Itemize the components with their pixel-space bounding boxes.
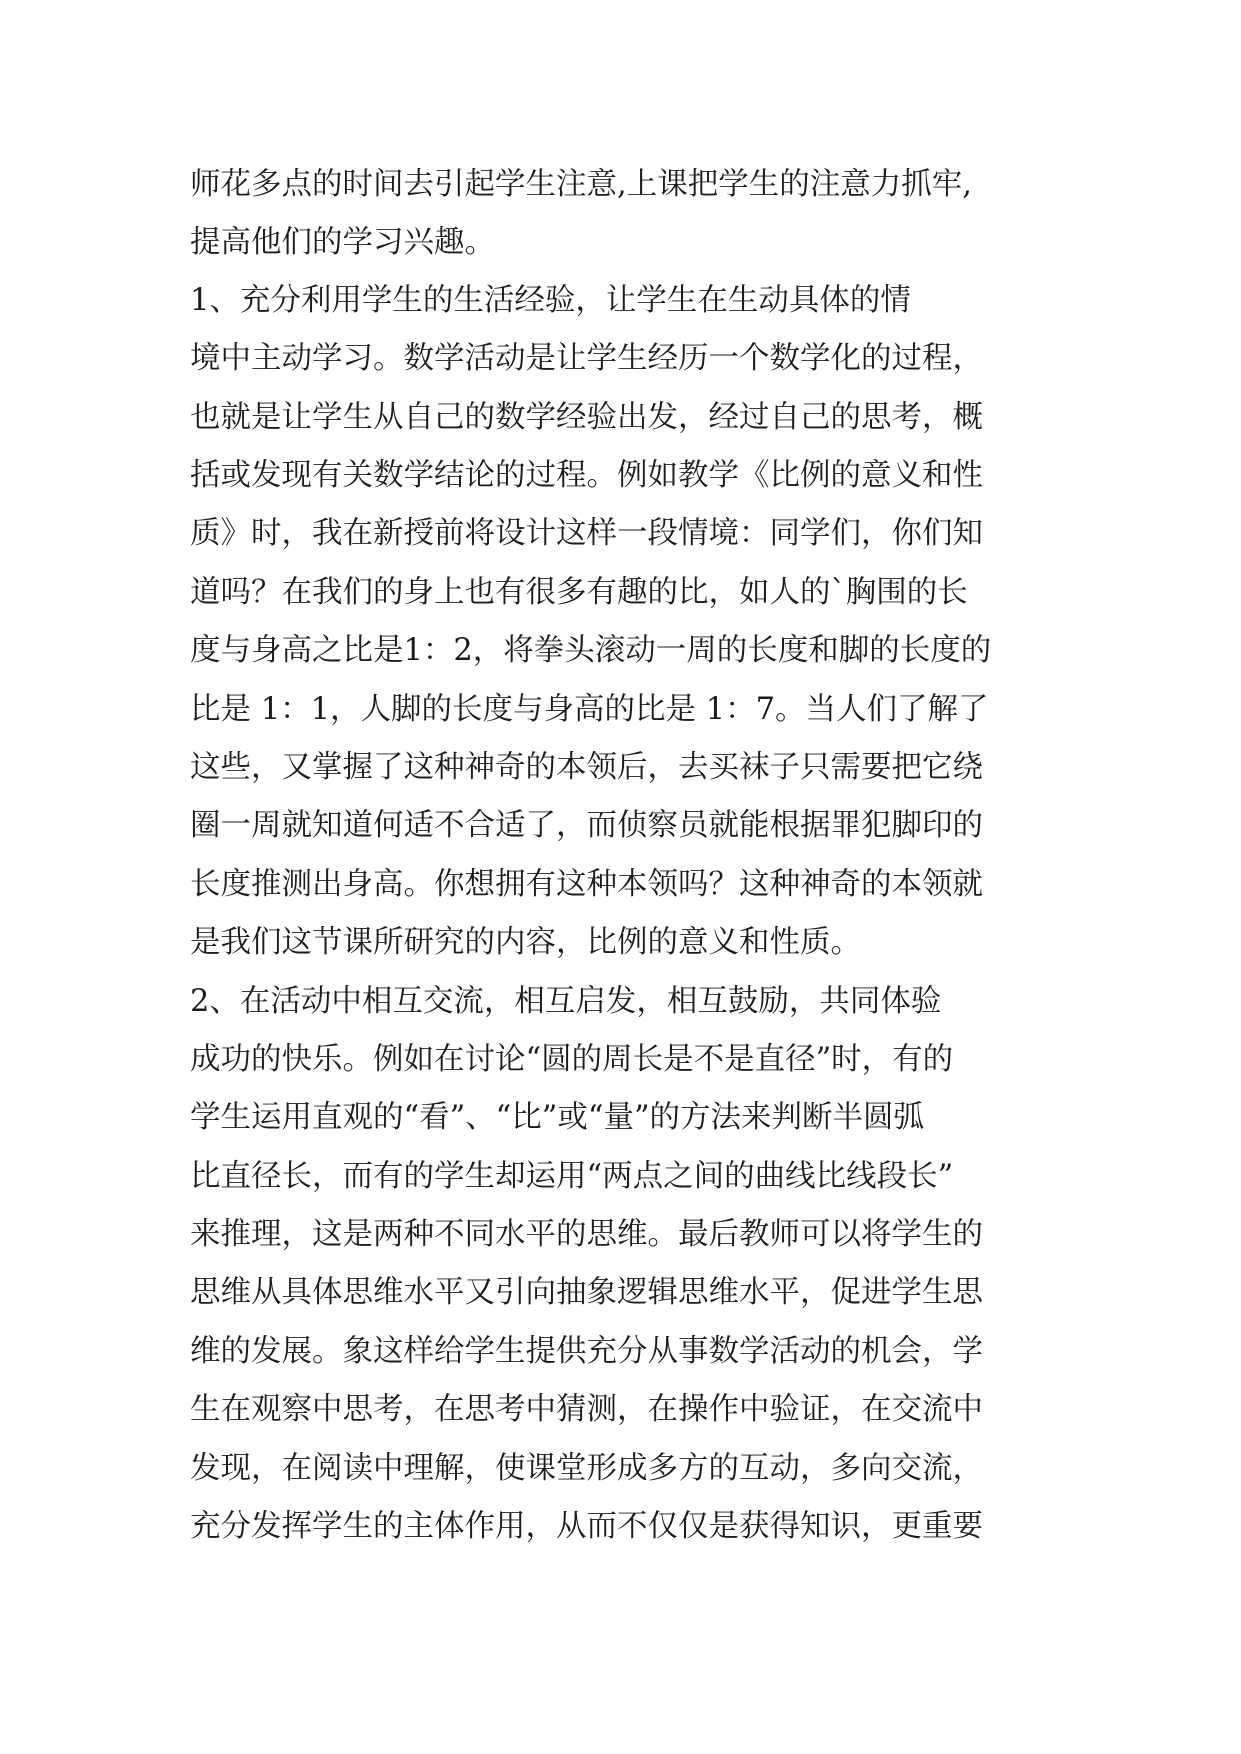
paragraph-line: 发现，在阅读中理解，使课堂形成多方的互动，多向交流， [190,1451,983,1486]
paragraph-line: 比是 1：1，人脚的长度与身高的比是 1：7。当人们了解了 [190,692,989,727]
paragraph-line: 充分发挥学生的主体作用，从而不仅仅是获得知识，更重要 [190,1509,983,1544]
paragraph-line: 括或发现有关数学结论的过程。例如教学《比例的意义和性 [190,458,983,493]
paragraph-line: 学生运用直观的“看”、“比”或“量”的方法来判断半圆弧 [190,1100,925,1135]
paragraph-line: 成功的快乐。例如在讨论“圆的周长是不是直径”时，有的 [190,1042,954,1077]
paragraph-line: 2、在活动中相互交流，相互启发，相互鼓励，共同体验 [190,984,942,1019]
paragraph-line: 长度推测出身高。你想拥有这种本领吗？这种神奇的本领就 [190,867,983,902]
paragraph-line: 度与身高之比是1：2，将拳头滚动一周的长度和脚的长度的 [190,633,992,668]
paragraph-line: 1、充分利用学生的生活经验，让学生在生动具体的情 [190,283,911,318]
paragraph-line: 道吗？在我们的身上也有很多有趣的比，如人的`胸围的长 [190,575,968,610]
paragraph-line: 也就是让学生从自己的数学经验出发，经过自己的思考，概 [190,400,983,435]
paragraph-line: 提高他们的学习兴趣。 [190,225,495,260]
paragraph-line: 质》时，我在新授前将设计这样一段情境：同学们，你们知 [190,516,983,551]
paragraph-line: 维的发展。象这样给学生提供充分从事数学活动的机会，学 [190,1334,983,1369]
paragraph-line: 圈一周就知道何适不合适了，而侦察员就能根据罪犯脚印的 [190,808,983,843]
paragraph-line: 这些，又掌握了这种神奇的本领后，去买袜子只需要把它绕 [190,750,983,785]
paragraph-line: 思维从具体思维水平又引向抽象逻辑思维水平，促进学生思 [190,1275,983,1310]
paragraph-line: 来推理，这是两种不同水平的思维。最后教师可以将学生的 [190,1217,983,1252]
paragraph-line: 境中主动学习。数学活动是让学生经历一个数学化的过程， [190,341,983,376]
paragraph-line: 比直径长，而有的学生却运用“两点之间的曲线比线段长” [190,1159,954,1194]
paragraph-line: 是我们这节课所研究的内容，比例的意义和性质。 [190,925,861,960]
paragraph-line: 生在观察中思考，在思考中猜测，在操作中验证，在交流中 [190,1392,983,1427]
paragraph-line: 师花多点的时间去引起学生注意,上课把学生的注意力抓牢, [190,167,972,202]
